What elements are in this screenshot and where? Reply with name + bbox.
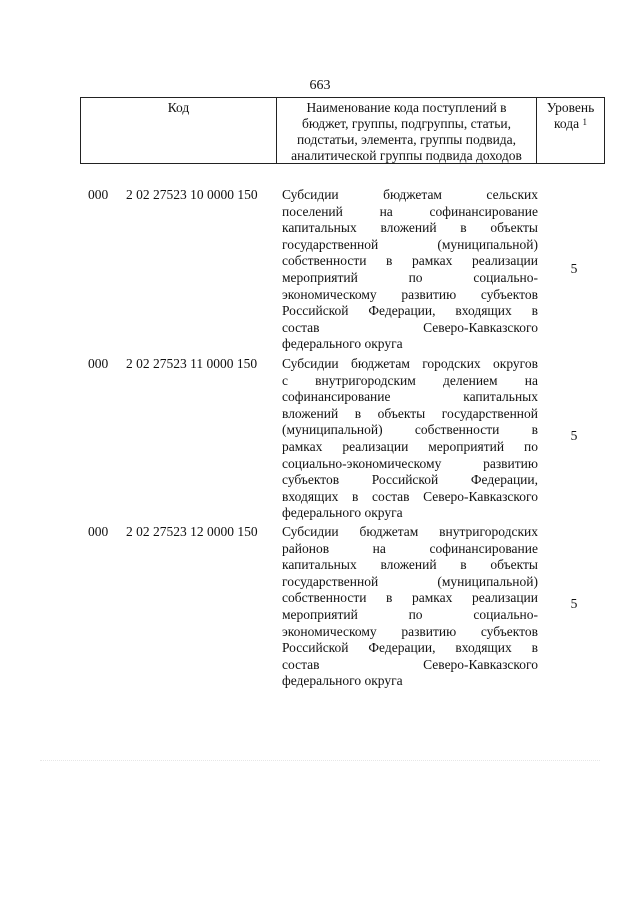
row-description-line: собственности в рамках реализации — [282, 590, 538, 606]
row-description-line: Субсидии бюджетам городских округов — [282, 356, 538, 371]
header-code — [81, 98, 277, 163]
header-code-label: Код — [167, 100, 190, 115]
header-level-line2 — [537, 116, 604, 132]
header-level-line1: Уровень — [546, 100, 595, 115]
row-description-line: собственности в рамках реализации — [282, 253, 538, 269]
header-name-line: аналитической группы подвида доходов — [291, 148, 522, 163]
row-budget-code: 2 02 27523 10 0000 150 — [126, 187, 258, 202]
row-description-line: районов на софинансирование — [282, 540, 538, 556]
row-description-line: (муниципальной) собственности в — [282, 422, 538, 438]
row-budget-code: 2 02 27523 12 0000 150 — [126, 524, 258, 539]
row-description — [282, 524, 538, 690]
row-description-line: государственной (муниципальной) — [282, 236, 538, 252]
header-level — [537, 98, 604, 163]
row-description-line: федерального округа — [282, 336, 403, 352]
row-description-line: состав Северо-Кавказского — [282, 319, 538, 335]
row-description-line: с внутригородским делением на — [282, 372, 538, 388]
row-description-line: федерального округа — [282, 505, 403, 521]
header-name-line: подстатьи, элемента, группы подвида, — [296, 132, 517, 147]
table-row — [80, 524, 605, 694]
table-row — [80, 187, 605, 357]
row-description-line: капитальных вложений в объекты — [282, 220, 538, 236]
row-admin-code: 000 — [88, 187, 109, 202]
row-description-line: Российской Федерации, входящих в — [282, 303, 538, 319]
row-level: 5 — [570, 428, 578, 443]
row-description-line: субъектов Российской Федерации, — [282, 472, 538, 488]
header-level-footnote: 1 — [582, 117, 587, 127]
row-admin-code: 000 — [88, 356, 109, 371]
row-description — [282, 356, 538, 522]
page-number: 663 — [309, 78, 331, 93]
row-description-line: экономическому развитию субъектов — [282, 623, 538, 639]
row-description-line: Российской Федерации, входящих в — [282, 640, 538, 656]
scan-dust — [40, 760, 600, 762]
row-description-line: федерального округа — [282, 673, 403, 689]
table-row — [80, 356, 605, 526]
row-budget-code: 2 02 27523 11 0000 150 — [126, 356, 258, 371]
row-description-line: государственной (муниципальной) — [282, 573, 538, 589]
row-description-line: экономическому развитию субъектов — [282, 286, 538, 302]
row-description-line: Субсидии бюджетам внутригородских — [282, 524, 538, 539]
row-description-line: софинансирование капитальных — [282, 389, 538, 405]
row-description-line: социально-экономическому развитию — [282, 455, 538, 471]
row-description-line: входящих в состав Северо-Кавказского — [282, 488, 538, 504]
header-name-line: бюджет, группы, подгруппы, статьи, — [302, 116, 511, 131]
header-level-text: кода — [554, 116, 580, 131]
row-description-line: мероприятий по социально- — [282, 269, 538, 285]
row-description-line: рамках реализации мероприятий по — [282, 438, 538, 454]
row-description-line: поселений на софинансирование — [282, 203, 538, 219]
row-description-line: Субсидии бюджетам сельских — [282, 187, 538, 202]
table-header — [80, 97, 605, 164]
row-description-line: вложений в объекты государственной — [282, 405, 538, 421]
row-admin-code: 000 — [88, 524, 109, 539]
header-name — [277, 98, 537, 163]
row-description-line: мероприятий по социально- — [282, 606, 538, 622]
row-description-line: состав Северо-Кавказского — [282, 656, 538, 672]
row-level: 5 — [570, 596, 578, 611]
row-description-line: капитальных вложений в объекты — [282, 557, 538, 573]
row-level: 5 — [570, 261, 578, 276]
header-name-line: Наименование кода поступлений в — [306, 100, 507, 115]
row-description — [282, 187, 538, 353]
